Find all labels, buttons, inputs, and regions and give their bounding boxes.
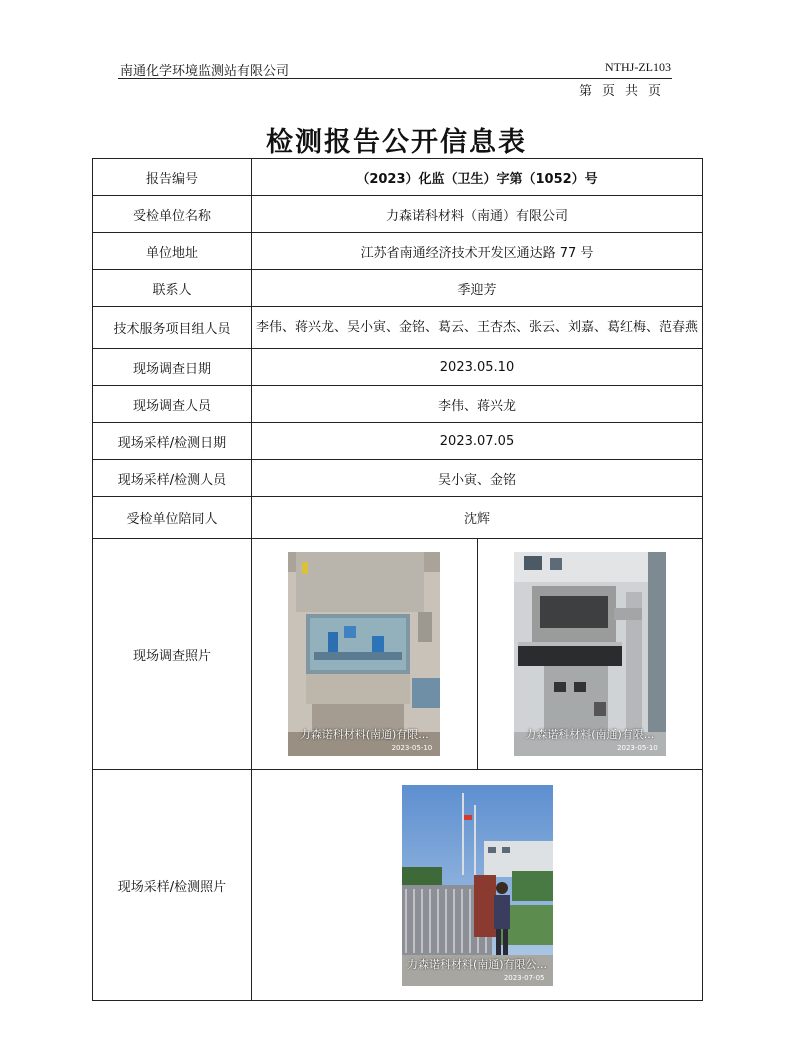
table-row — [93, 196, 703, 233]
row-label: 受检单位陪同人 — [93, 497, 252, 539]
table-row — [93, 460, 703, 497]
row-label: 现场采样/检测日期 — [93, 423, 252, 460]
row-label: 现场采样/检测照片 — [93, 770, 252, 1001]
document-code: NTHJ-ZL103 — [605, 60, 671, 74]
photo-date: 2023-07-05 — [503, 973, 545, 982]
sampling-date: 2023.07.05 — [252, 423, 703, 460]
row-label: 受检单位名称 — [93, 196, 252, 233]
team-members: 李伟、蒋兴龙、吴小寅、金铭、葛云、王杏杰、张云、刘嘉、葛红梅、范春燕 — [252, 307, 703, 349]
table-row — [93, 423, 703, 460]
row-label: 现场采样/检测人员 — [93, 460, 252, 497]
photo-watermark: 力森诺科材料(南通)有限公... — [406, 957, 548, 971]
sampling-staff: 吴小寅、金铭 — [252, 460, 703, 497]
company-name: 南通化学环境监测站有限公司 — [120, 64, 290, 79]
table-row — [93, 233, 703, 270]
escort-person: 沈辉 — [252, 497, 703, 539]
sampling-photo — [402, 785, 553, 986]
table-row — [93, 539, 703, 770]
survey-photo-1 — [288, 552, 440, 756]
row-label: 报告编号 — [93, 159, 252, 196]
survey-staff: 李伟、蒋兴龙 — [252, 386, 703, 423]
photo-watermark: 力森诺科材料(南通)有限... — [299, 728, 429, 741]
row-label: 现场调查照片 — [93, 539, 252, 770]
sampling-photo-cell — [252, 770, 703, 1001]
table-row — [93, 307, 703, 349]
header-divider — [118, 78, 672, 79]
photo-date: 2023-05-10 — [391, 744, 433, 752]
page-info: 第页共页 — [578, 84, 671, 99]
row-label: 技术服务项目组人员 — [93, 307, 252, 349]
table-row — [93, 270, 703, 307]
photo-watermark: 力森诺科材料(南通)有限... — [525, 728, 655, 741]
table-row — [93, 497, 703, 539]
client-address: 江苏省南通经济技术开发区通达路 77 号 — [252, 233, 703, 270]
row-label: 现场调查日期 — [93, 349, 252, 386]
survey-photo-cell-2 — [477, 539, 703, 770]
row-label: 单位地址 — [93, 233, 252, 270]
page-title: 检测报告公开信息表 — [266, 127, 527, 158]
table-row — [93, 770, 703, 1001]
survey-date: 2023.05.10 — [252, 349, 703, 386]
report-number: （2023）化监（卫生）字第（1052）号 — [252, 159, 703, 196]
table-row — [93, 349, 703, 386]
row-label: 现场调查人员 — [93, 386, 252, 423]
contact-person: 季迎芳 — [252, 270, 703, 307]
survey-photo-cell-1 — [252, 539, 478, 770]
table-row — [93, 386, 703, 423]
info-table — [92, 158, 703, 1001]
survey-photo-2 — [514, 552, 666, 756]
photo-date: 2023-05-10 — [617, 744, 658, 752]
row-label: 联系人 — [93, 270, 252, 307]
client-name: 力森诺科材料（南通）有限公司 — [252, 196, 703, 233]
table-row — [93, 159, 703, 196]
